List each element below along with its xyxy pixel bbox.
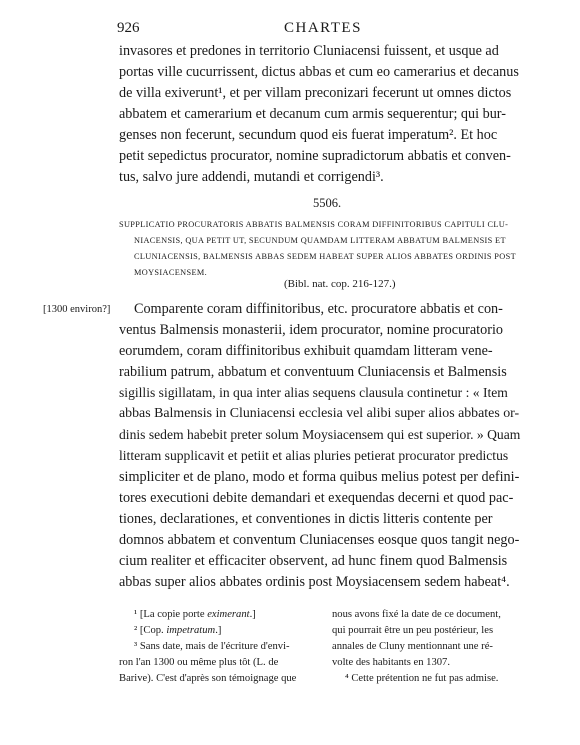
margin-date: [1300 environ?]: [43, 304, 111, 315]
charter-text-line: ventus Balmensis monasterii, idem procurator, nomine procuratorio: [119, 322, 503, 338]
charter-text-line: dinis sedem habebit preter solum Moysiacensem qui est superior. » Quam: [119, 427, 521, 442]
charter-text-line: simpliciter et de plano, modo et forma quibus melius potest per defini-: [119, 469, 520, 485]
charter-text-line: cium realiter et efficaciter observent, ad hunc finem quod Balmensis: [119, 553, 508, 569]
continuation-line: abbatem et camerarium et decanum cum armis sequerentur; qui bur-: [119, 106, 506, 122]
charter-summary-line: CLUNIACENSIS, BALMENSIS ABBAS SEDEM HABEAT SUPER ALIOS ABBATES ORDINIS POST: [134, 252, 516, 261]
continuation-line: petit sepedictus procurator, nomine supradictorum abbatis et conven-: [119, 148, 511, 164]
charter-text-line: tiones, declarationes, et conventiones in dictis litteris contente per: [119, 511, 493, 527]
continuation-line: genses non fecerunt, secundum quod eis fuerat imperatum². Et hoc: [119, 127, 498, 143]
charter-number: 5506.: [313, 196, 342, 210]
charter-text-line: abbas super alios abbates ordinis post Moysiacensem sedem habeat⁴.: [119, 574, 510, 590]
footnote-line: qui pourrait être un peu postérieur, les: [332, 625, 494, 636]
charter-summary-line: MOYSIACENSEM.: [134, 268, 208, 277]
footnote-line: volte des habitants en 1307.: [332, 657, 450, 668]
continuation-line: de villa exiverunt¹, et per villam preconizari fecerunt ut omnes dictos: [119, 85, 512, 101]
charter-summary-line: SUPPLICATIO PROCURATORIS ABBATIS BALMENSIS CORAM DIFFINITORIBUS CAPITULI CLU-: [119, 220, 509, 229]
footnote-line: nous avons fixé la date de ce document,: [332, 609, 501, 620]
footnote-line: Barive). C'est d'après son témoignage que: [119, 673, 297, 684]
footnote-line: ron l'an 1300 ou même plus tôt (L. de: [119, 657, 279, 668]
charter-text-line: sigillis sigillatam, in qua inter alias sequens clausula continetur : « Item: [119, 385, 508, 400]
footnote-line: ³ Sans date, mais de l'écriture d'envi-: [134, 641, 290, 652]
charter-text-line: Comparente coram diffinitoribus, etc. procuratore abbatis et con-: [134, 301, 503, 317]
charter-text-line: rabilium patrum, abbatum et conventuum Cluniacensis et Balmensis: [119, 364, 507, 380]
charter-text-line: domnos abbatem et conventum Cluniacenses eosque quos tangit nego-: [119, 532, 520, 548]
charter-text-line: eorumdem, coram diffinitoribus exhibuit quamdam litteram vene-: [119, 343, 493, 359]
charter-summary-line: NIACENSIS, QUA PETIT UT, SECUNDUM QUAMDAM LITTERAM ABBATUM BALMENSIS ET: [134, 236, 506, 245]
footnote-line: ⁴ Cette prétention ne fut pas admise.: [345, 673, 499, 684]
charter-text-line: abbas Balmensis in Cluniacensi ecclesia vel alibi super alios abbates or-: [119, 406, 520, 421]
continuation-line: invasores et predones in territorio Cluniacensi fuissent, et usque ad: [119, 43, 499, 59]
running-title: CHARTES: [284, 20, 362, 36]
continuation-line: tus, salvo jure addendi, mutandi et corrigendi³.: [119, 169, 384, 185]
footnote-line: annales de Cluny mentionnant une ré-: [332, 641, 493, 652]
charter-text-line: tores executioni debite demandari et exequendas decerni et quod pac-: [119, 490, 514, 506]
footnote-line: ² [Cop. impetratum.]: [134, 625, 222, 636]
footnote-line: ¹ [La copie porte eximerant.]: [134, 609, 256, 620]
source-reference: (Bibl. nat. cop. 216-127.): [284, 278, 396, 290]
page-number: 926: [117, 20, 140, 36]
continuation-line: portas ville cucurrissent, dictus abbas et cum eo camerarius et decanus: [119, 64, 519, 80]
charter-text-line: litteram supplicavit et petiit et alias pluries petierat procurator predictus: [119, 448, 509, 463]
